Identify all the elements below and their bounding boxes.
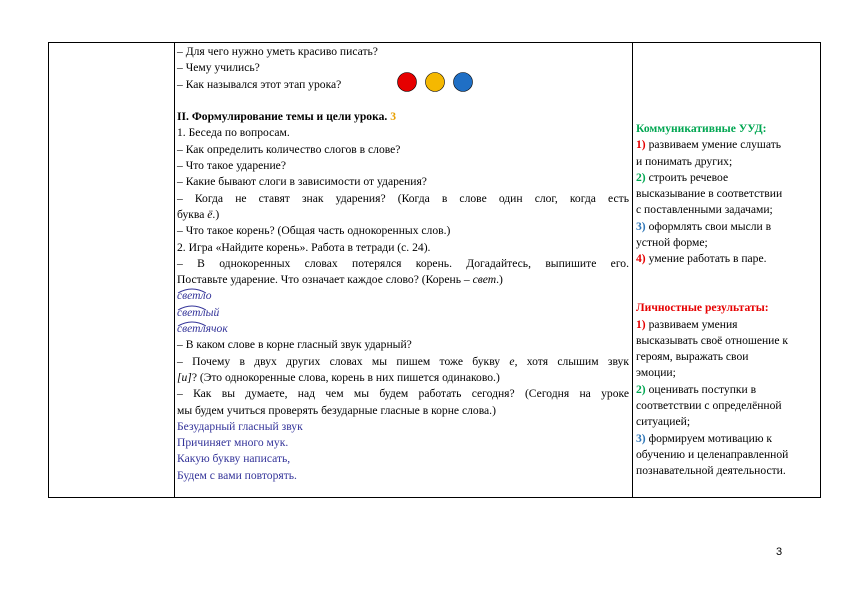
outcome-line [636, 463, 818, 479]
outcome-line [636, 447, 818, 463]
outcome-line [636, 202, 818, 218]
root-arc-word: свет [177, 305, 201, 321]
column-divider-right [632, 43, 633, 497]
outcome-text: оформлять свои мысли в [648, 219, 772, 233]
outcome-number: 1) [636, 317, 646, 331]
outcome-text: соответствии с определённой [636, 399, 782, 413]
outcome-text: развиваем умения [648, 317, 738, 331]
column-divider-left [174, 43, 175, 497]
outcome-line [636, 431, 818, 447]
outcome-text: высказывание в соответствии [636, 187, 783, 201]
lesson-table [48, 42, 821, 498]
outcome-text: героям, выражать свои [636, 350, 749, 364]
word-item: светлячок [177, 321, 629, 337]
personal-title: Личностные результаты: [636, 301, 769, 315]
poem-line: Причиняет много мук. [177, 436, 289, 450]
outcome-text: познавательной деятельности. [636, 464, 786, 478]
root-arc-word: свет [177, 321, 201, 337]
word-item: светло [177, 288, 629, 304]
outcome-line [636, 333, 818, 349]
outcome-number: 1) [636, 138, 646, 152]
red-circle-icon [398, 73, 417, 92]
question-line: – В каком слове в корне гласный звук ударный? [177, 338, 412, 352]
lesson-content [177, 44, 629, 484]
question-line: – Что такое ударение? [177, 159, 286, 173]
outcome-text: оценивать поступки в [648, 382, 757, 396]
outcome-text: строить речевое [648, 170, 729, 184]
section-heading [177, 109, 629, 125]
question-line: – Почему в двух других словах мы пишем тоже букву е, хотя слышим звук [177, 354, 629, 368]
outcome-line [636, 349, 818, 365]
outcome-line [636, 365, 818, 381]
outcome-line [636, 170, 818, 186]
poem-line: Безударный гласный звук [177, 419, 303, 433]
question-line: – Что такое корень? (Общая часть однокоренных слов.) [177, 224, 451, 238]
outcome-line [636, 317, 818, 333]
outcome-line [636, 219, 818, 235]
root-word: свет [472, 273, 497, 287]
outcome-number: 3) [636, 431, 646, 445]
blue-circle-icon [454, 73, 473, 92]
outcome-line [636, 235, 818, 251]
question-line: – Как определить количество слогов в слове? [177, 142, 401, 156]
task-item: 1. Беседа по вопросам. [177, 126, 290, 140]
question-line: буква ё.) [177, 207, 220, 221]
question-line: [и]? (Это однокоренные слова, корень в них пишется одинаково.) [177, 370, 500, 384]
outcome-text: обучению и целенаправленной [636, 447, 789, 461]
question-line: – Как назывался этот этап урока? [177, 77, 342, 91]
outcome-number: 2) [636, 382, 646, 396]
outcome-line [636, 382, 818, 398]
outcome-text: эмоции; [636, 366, 676, 380]
question-line: мы будем учиться проверять безударные гласные в корне слова.) [177, 403, 496, 417]
question-line: – Для чего нужно уметь красиво писать? [177, 45, 378, 58]
root-arc-word: свет [177, 288, 201, 304]
letter-yo: ё [207, 207, 213, 221]
task-item: 2. Игра «Найдите корень». Работа в тетради (с. 24). [177, 240, 431, 254]
outcome-text: формируем мотивацию к [648, 431, 773, 445]
question-line: – В однокоренных словах потерялся корень. Догадайтесь, выпишите его. [177, 256, 629, 270]
root-arc-icon [177, 319, 207, 327]
outcome-number: 2) [636, 170, 646, 184]
personal-list [636, 317, 818, 480]
section-number: 3 [390, 110, 396, 124]
outcome-line [636, 186, 818, 202]
root-arc-icon [177, 286, 207, 294]
poem-line: Будем с вами повторять. [177, 468, 297, 482]
outcome-text: умение работать в паре. [648, 252, 767, 266]
outcome-number: 3) [636, 219, 646, 233]
communicative-title: Коммуникативные УУД: [636, 122, 767, 135]
outcome-line [636, 137, 818, 153]
question-line: – Какие бывают слоги в зависимости от ударения? [177, 175, 427, 189]
yellow-circle-icon [426, 73, 445, 92]
root-arc-icon [177, 303, 207, 311]
question-line: – Как вы думаете, над чем мы будем работать сегодня? (Сегодня на уроке [177, 387, 629, 401]
outcome-text: устной форме; [636, 236, 708, 250]
page-number: 3 [776, 546, 783, 558]
outcome-text: высказывать своё отношение к [636, 333, 789, 347]
outcome-text: развиваем умение слушать [648, 138, 782, 152]
outcome-line [636, 414, 818, 430]
question-line: – Чему учились? [177, 61, 260, 75]
outcome-text: с поставленными задачами; [636, 203, 773, 217]
outcome-line [636, 154, 818, 170]
color-dots [397, 71, 487, 95]
question-line: – Когда не ставят знак ударения? (Когда в слове один слог, когда есть [177, 191, 629, 205]
outcomes-column [636, 121, 818, 480]
communicative-list [636, 137, 818, 267]
sound-transcription: [и] [177, 370, 192, 384]
outcome-number: 4) [636, 252, 646, 266]
outcome-line [636, 251, 818, 267]
outcome-text: ситуацией; [636, 415, 691, 429]
word-item: светлый [177, 305, 629, 321]
question-line: Поставьте ударение. Что означает каждое слово? (Корень – свет.) [177, 273, 503, 287]
outcome-line [636, 398, 818, 414]
outcome-text: и понимать других; [636, 154, 733, 168]
section-title: II. Формулирование темы и цели урока. [177, 110, 388, 124]
poem-line: Какую букву написать, [177, 452, 291, 466]
